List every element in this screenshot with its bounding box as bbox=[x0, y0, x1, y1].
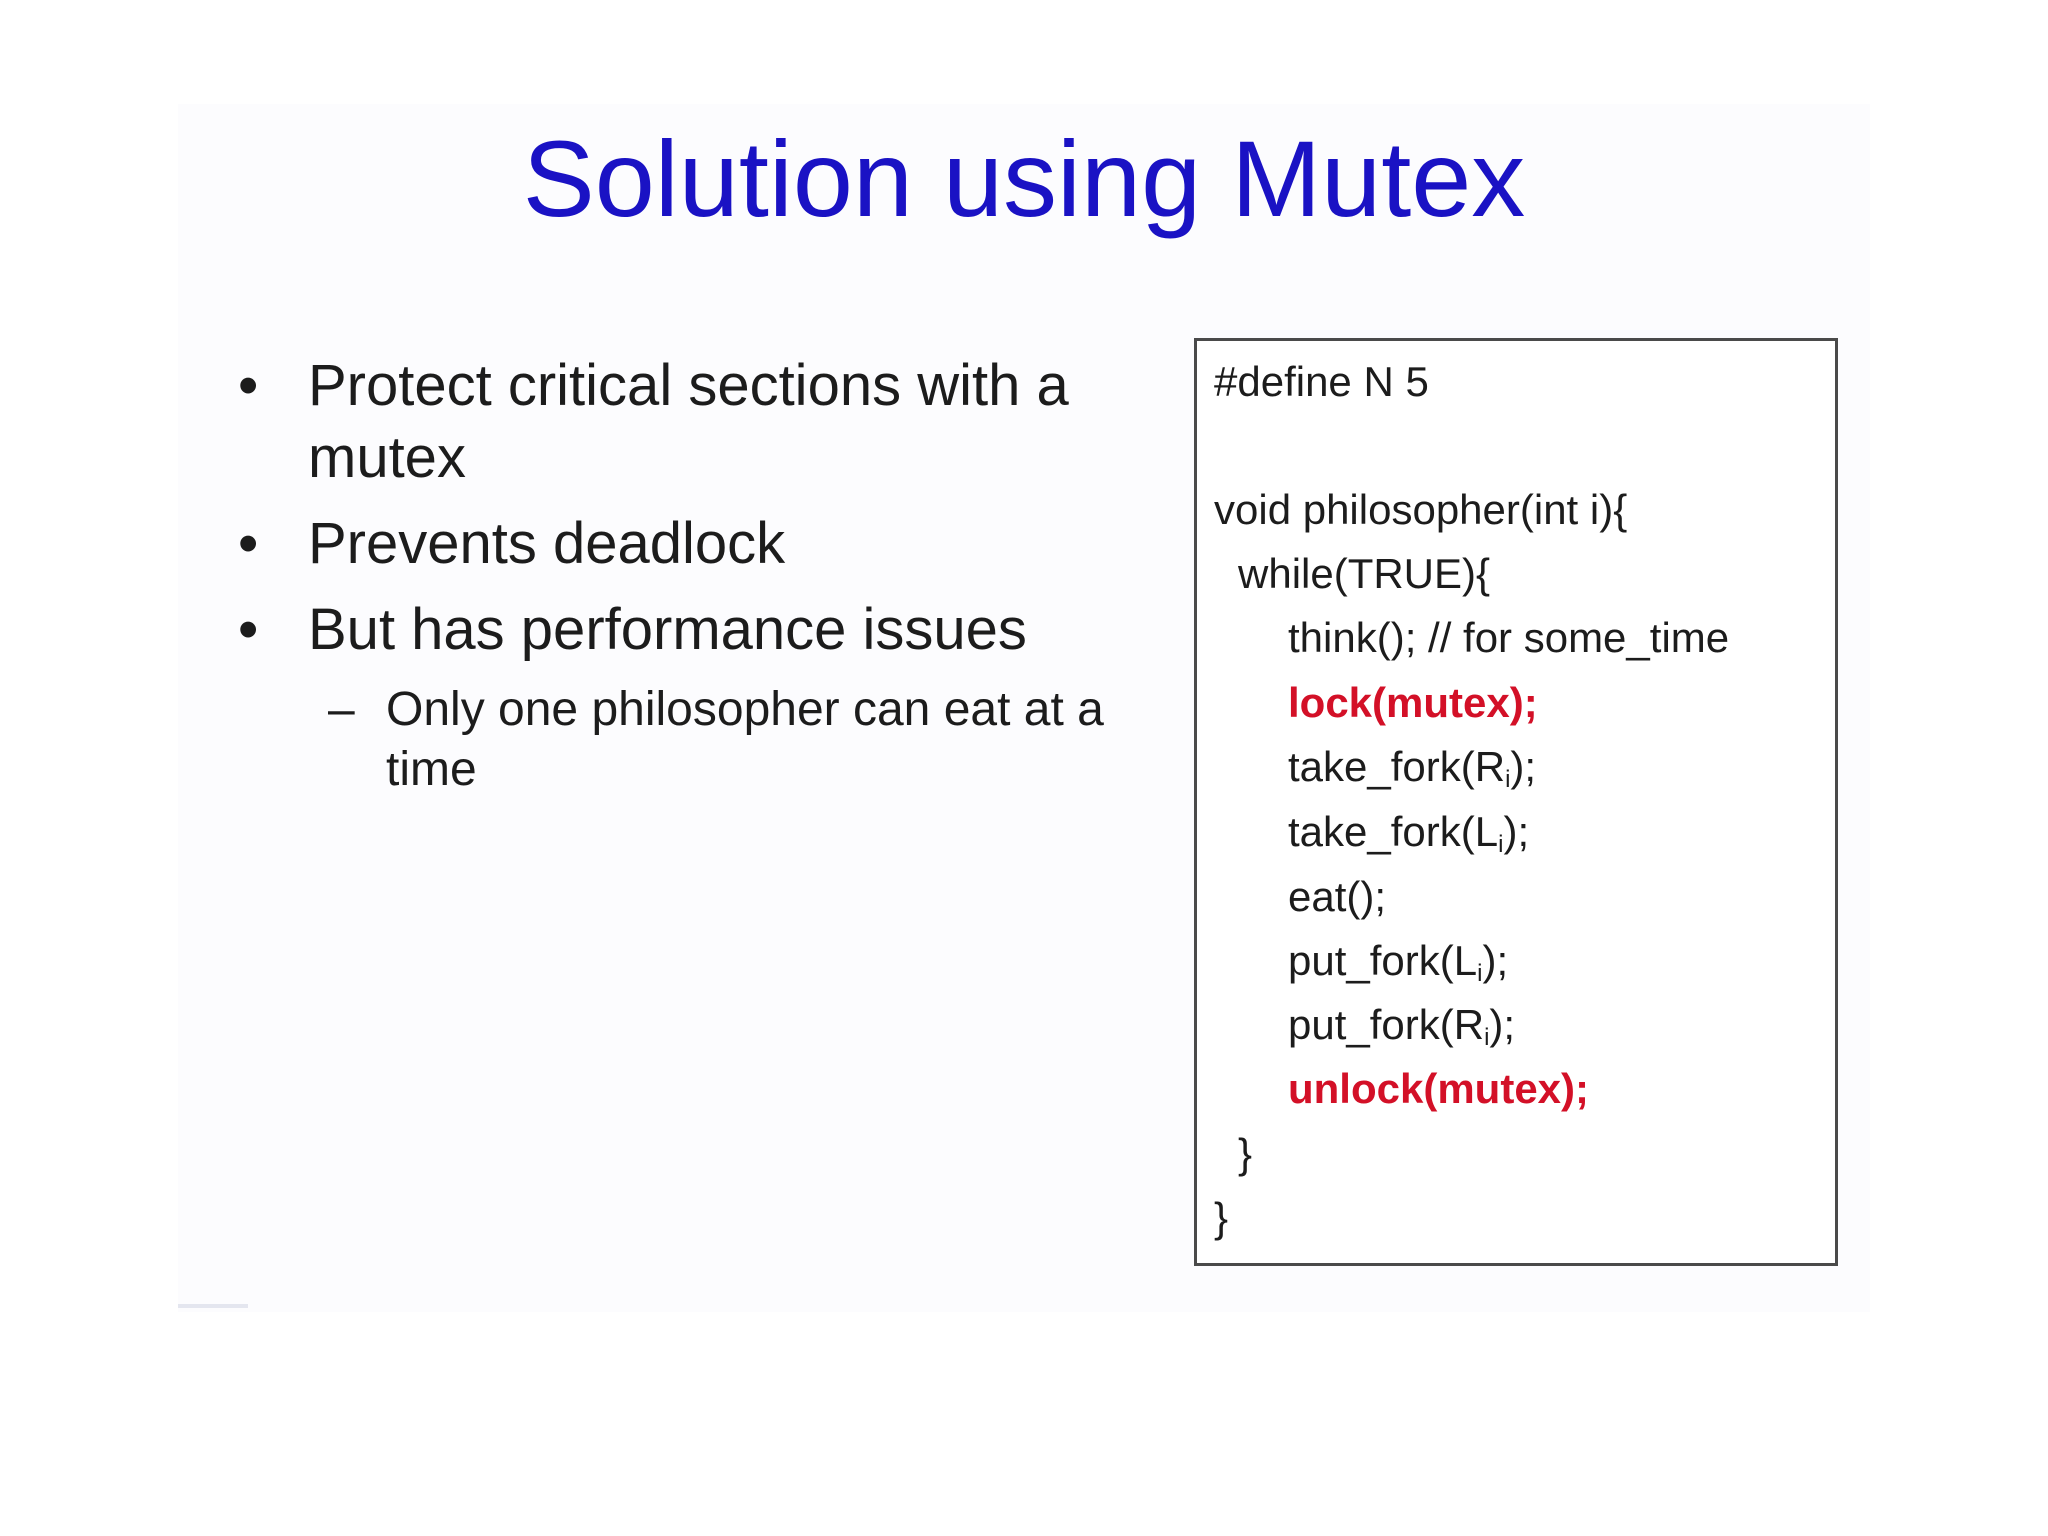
code-text: put_fork(R bbox=[1288, 1001, 1485, 1048]
code-text: ); bbox=[1489, 1001, 1516, 1048]
code-line-define: #define N 5 bbox=[1214, 358, 1429, 405]
code-line-take-fork-left bbox=[1288, 808, 1530, 858]
code-line-take-fork-right bbox=[1288, 743, 1537, 793]
code-subscript: i bbox=[1484, 1024, 1490, 1051]
code-line-put-fork-left bbox=[1288, 937, 1509, 987]
bullet-text: Prevents deadlock bbox=[308, 511, 786, 576]
slide-corner-mark bbox=[178, 1304, 248, 1308]
code-text: ); bbox=[1482, 937, 1509, 984]
code-text: ); bbox=[1503, 808, 1530, 855]
sub-bullet-item bbox=[238, 680, 1158, 800]
code-line-think: think(); // for some_time bbox=[1288, 614, 1730, 661]
bullet-text: But has performance issues bbox=[308, 597, 1027, 662]
code-line-while: while(TRUE){ bbox=[1238, 550, 1491, 597]
sub-bullet-text: Only one philosopher can eat at a time bbox=[386, 683, 1104, 796]
bullet-list bbox=[238, 350, 1158, 800]
code-line-unlock: unlock(mutex); bbox=[1288, 1065, 1590, 1112]
code-line-close-while: } bbox=[1238, 1130, 1253, 1177]
code-text: take_fork(R bbox=[1288, 743, 1506, 790]
bullet-text: Protect critical sections with a mutex bbox=[308, 353, 1069, 490]
bullet-item bbox=[238, 594, 1158, 666]
bullet-item bbox=[238, 508, 1158, 580]
bullet-marker: • bbox=[238, 511, 259, 576]
bullet-marker: • bbox=[238, 597, 259, 662]
code-text: ); bbox=[1510, 743, 1537, 790]
code-subscript: i bbox=[1477, 960, 1483, 987]
code-line-put-fork-right bbox=[1288, 1001, 1516, 1051]
sub-bullet-marker: – bbox=[328, 683, 355, 736]
code-subscript: i bbox=[1505, 766, 1511, 793]
bullet-item bbox=[238, 350, 1158, 494]
code-line-eat: eat(); bbox=[1288, 873, 1387, 920]
code-subscript: i bbox=[1498, 831, 1504, 858]
bullet-marker: • bbox=[238, 353, 259, 418]
code-box bbox=[1194, 338, 1838, 1266]
code-line-close-function: } bbox=[1214, 1194, 1229, 1241]
slide-title: Solution using Mutex bbox=[522, 118, 1526, 239]
code-line-function-signature: void philosopher(int i){ bbox=[1214, 486, 1628, 533]
code-text: put_fork(L bbox=[1288, 937, 1478, 984]
code-text: take_fork(L bbox=[1288, 808, 1499, 855]
code-line-lock: lock(mutex); bbox=[1288, 679, 1538, 726]
